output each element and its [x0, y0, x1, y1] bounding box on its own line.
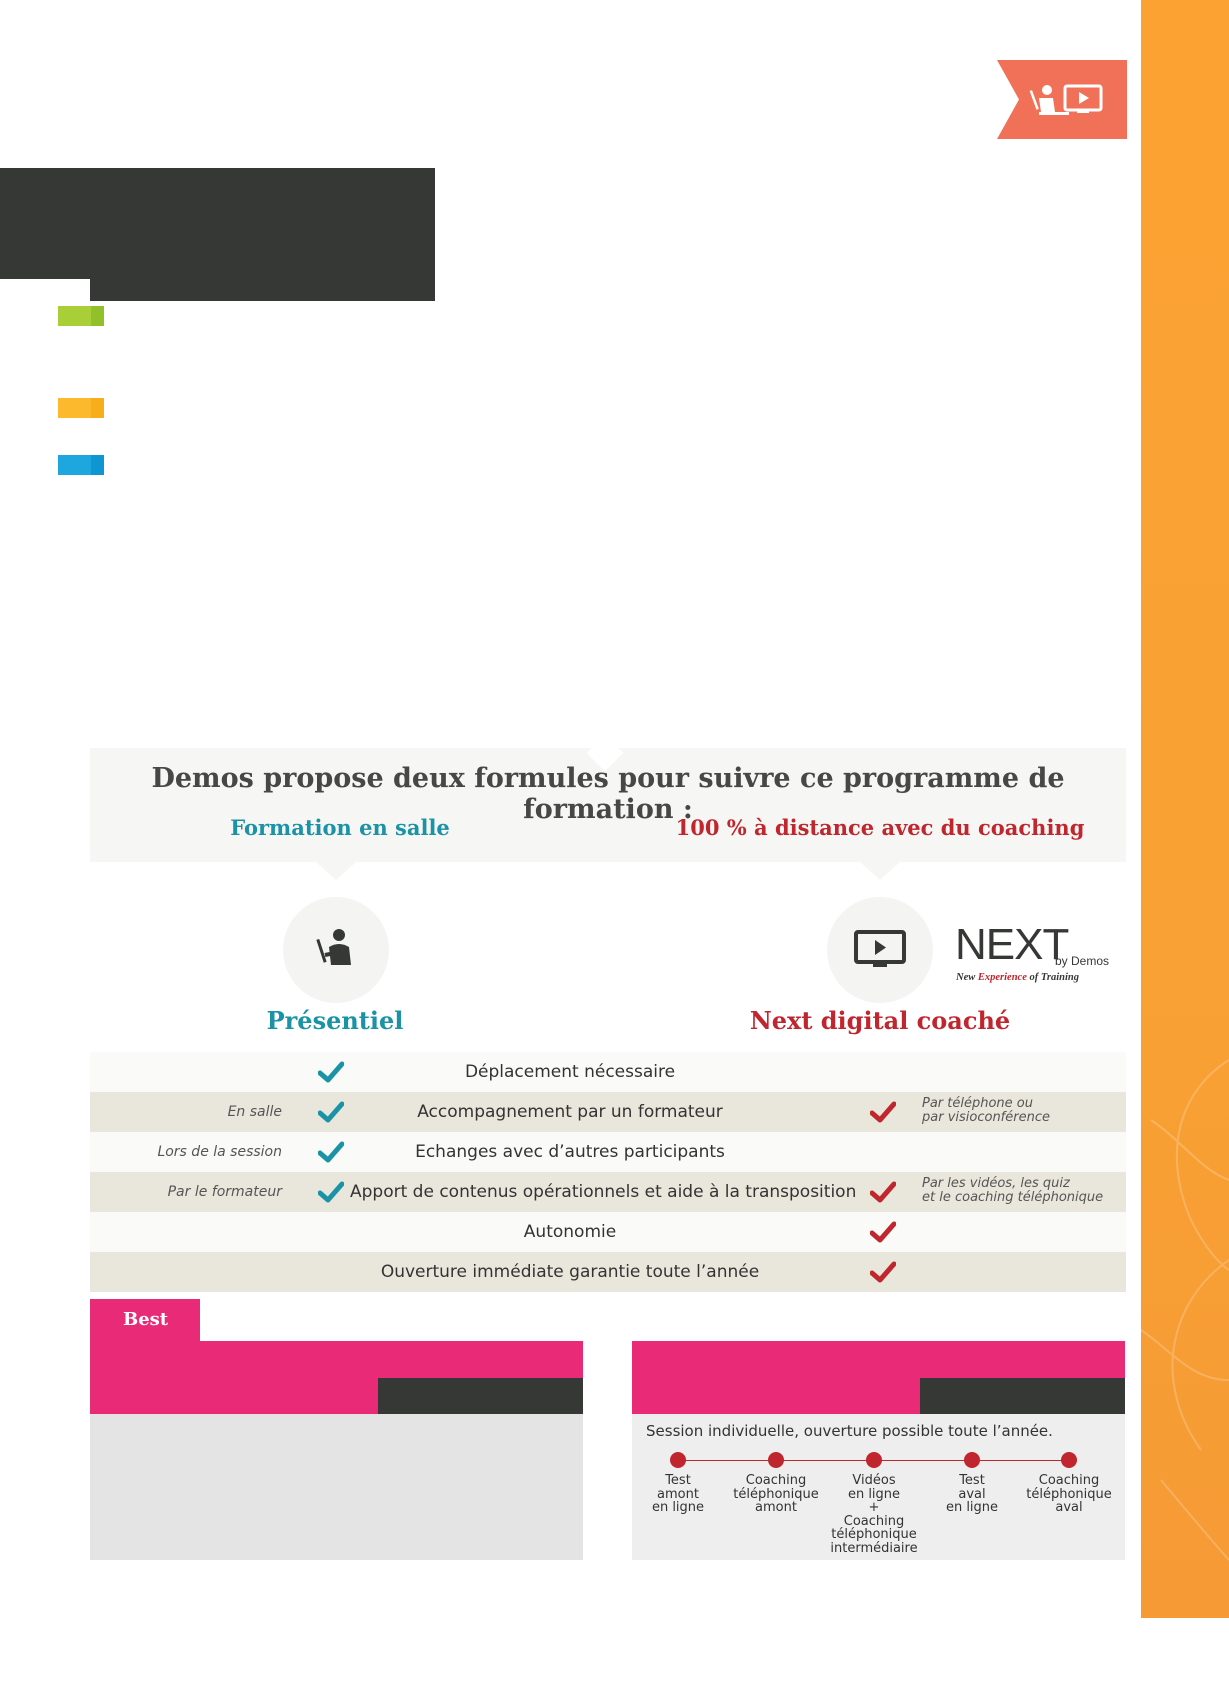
header-dark-tab — [90, 279, 435, 301]
row-right-label-line: Par téléphone ou — [922, 1096, 1033, 1111]
left-pointer — [316, 862, 356, 880]
next-tagline: New Experience of Training — [956, 972, 1079, 983]
offers-title: Demos propose deux formules pour suivre ce programme de formation : — [151, 763, 1065, 825]
green-bullet — [58, 306, 104, 326]
red-check-icon — [870, 1100, 896, 1124]
presentation-tag-icon — [997, 60, 1127, 139]
comparison-row — [90, 1172, 1126, 1212]
timeline-step-line: Test — [959, 1473, 985, 1488]
timeline-step-line: Coaching — [745, 1473, 807, 1488]
row-feature: Accompagnement par un formateur — [417, 1102, 723, 1122]
right-pointer — [860, 862, 900, 880]
left-dark-tab — [378, 1378, 583, 1414]
timeline-dot — [1061, 1452, 1077, 1468]
timeline-step-line: en ligne — [847, 1486, 901, 1502]
timeline-step-line: Coaching — [843, 1513, 905, 1529]
timeline-step — [1021, 1474, 1117, 1515]
screen-play-icon — [853, 928, 907, 972]
red-check-icon — [870, 1220, 896, 1244]
timeline-step-line: en ligne — [945, 1500, 999, 1515]
teal-check-icon — [318, 1060, 344, 1084]
row-feature: Autonomie — [523, 1222, 617, 1242]
timeline-step — [826, 1474, 922, 1555]
right-subtitle: 100 % à distance avec du coaching — [675, 815, 1085, 840]
yellow-bullet — [58, 398, 104, 418]
comparison-row — [90, 1252, 1126, 1292]
teal-check-icon — [318, 1180, 344, 1204]
comparison-row — [90, 1052, 1126, 1092]
comparison-row — [90, 1132, 1126, 1172]
leaf-decoration — [1141, 1000, 1229, 1618]
red-check-icon — [870, 1260, 896, 1284]
presenter-icon — [311, 925, 361, 975]
timeline-dot — [866, 1452, 882, 1468]
timeline-step-line: Vidéos — [852, 1473, 896, 1488]
presentiel-title: Présentiel — [266, 1006, 404, 1035]
timeline-step — [728, 1474, 824, 1515]
row-feature: Déplacement nécessaire — [464, 1062, 676, 1082]
timeline-step-line: Test — [665, 1473, 691, 1488]
next-digital-title: Next digital coaché — [749, 1006, 1011, 1035]
timeline-step-line: amont — [755, 1500, 797, 1515]
timeline-step-line: intermédiaire — [830, 1540, 918, 1556]
next-brand: NEXT — [955, 920, 1069, 969]
timeline-step-line: aval — [1055, 1500, 1083, 1515]
timeline-step-line: aval — [958, 1486, 986, 1502]
left-subtitle: Formation en salle — [230, 815, 450, 840]
timeline-step-line: amont — [657, 1486, 699, 1502]
timeline-step-line: téléphonique — [1026, 1486, 1112, 1502]
right-dark-tab — [920, 1378, 1125, 1414]
row-right-label-line: par visioconférence — [922, 1110, 1050, 1125]
timeline-step — [924, 1474, 1020, 1515]
row-feature: Apport de contenus opérationnels et aide à la transposition — [350, 1182, 857, 1202]
header-dark-block — [0, 168, 435, 279]
timeline-step-line: en ligne — [651, 1500, 705, 1515]
left-info-card — [90, 1414, 583, 1560]
teal-check-icon — [318, 1100, 344, 1124]
row-right-label-line: et le coaching téléphonique — [922, 1190, 1104, 1205]
timeline-step-line: téléphonique — [733, 1486, 819, 1502]
presenter-circle — [283, 897, 389, 1003]
next-by-demos: by Demos — [1055, 954, 1110, 968]
row-right-label-line: Par les vidéos, les quiz — [922, 1176, 1070, 1191]
row-left-label: Par le formateur — [167, 1184, 282, 1200]
row-feature: Ouverture immédiate garantie toute l’année — [380, 1262, 760, 1282]
best-tag: Best — [90, 1299, 200, 1341]
red-check-icon — [870, 1180, 896, 1204]
comparison-row — [90, 1212, 1126, 1252]
screen-circle — [827, 897, 933, 1003]
comparison-row — [90, 1092, 1126, 1132]
next-logo — [955, 922, 1125, 992]
row-feature: Echanges avec d’autres participants — [415, 1142, 725, 1162]
timeline-step-line: Coaching — [1038, 1473, 1100, 1488]
timeline-step — [630, 1474, 726, 1515]
timeline-dot — [768, 1452, 784, 1468]
timeline-dot — [670, 1452, 686, 1468]
row-left-label: Lors de la session — [157, 1144, 282, 1160]
timeline-step-line: téléphonique — [831, 1527, 917, 1542]
teal-check-icon — [318, 1140, 344, 1164]
blue-bullet — [58, 455, 104, 475]
timeline-step-line: + — [868, 1500, 880, 1515]
session-text: Session individuelle, ouverture possible toute l’année. — [646, 1422, 1053, 1440]
row-right-label — [922, 1177, 1103, 1205]
row-right-label — [922, 1097, 1050, 1125]
timeline-dot — [964, 1452, 980, 1468]
row-left-label: En salle — [227, 1104, 282, 1120]
